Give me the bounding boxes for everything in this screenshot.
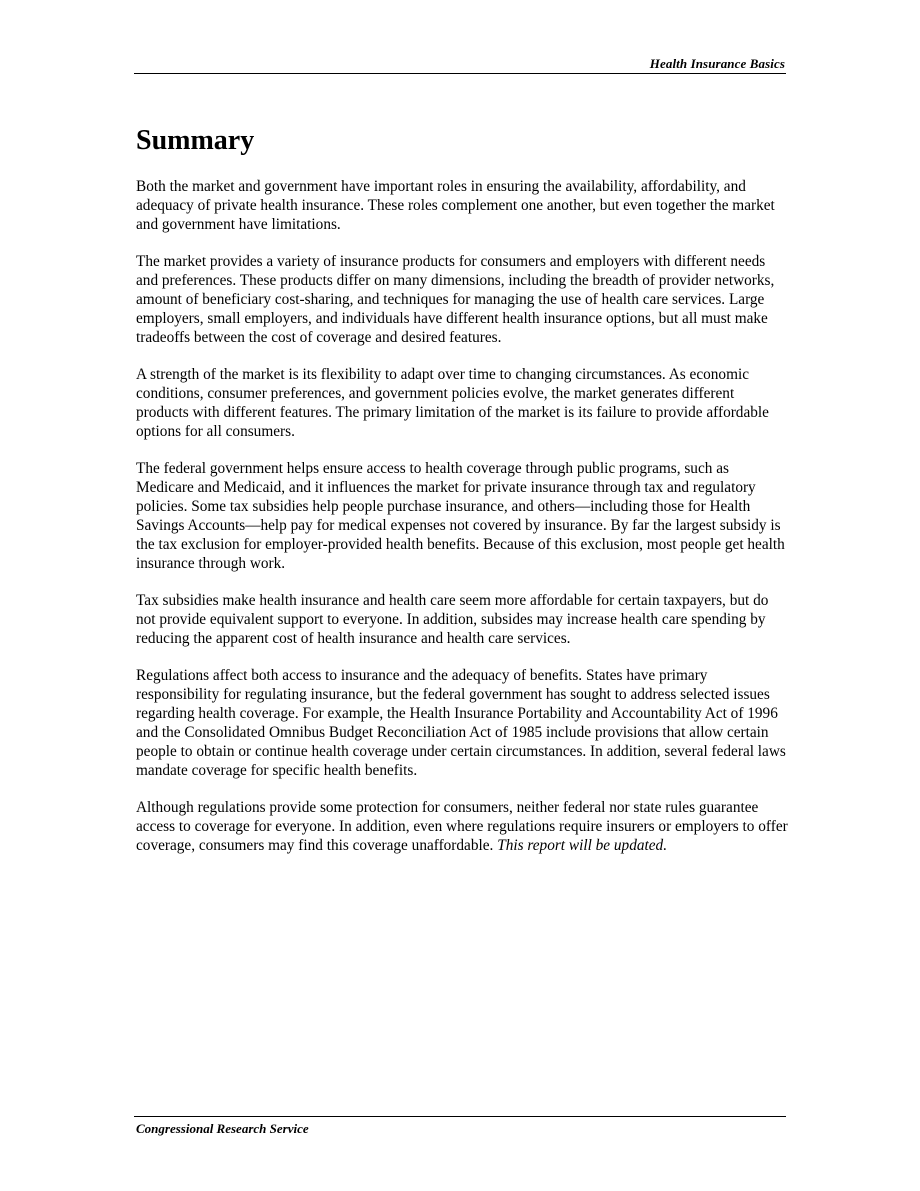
paragraph: The federal government helps ensure access to health coverage through public programs, such as Medicare and Medicaid, and it influences the market for private insurance through tax and regulatory policies. Some tax subsidies help people purchase insurance, and others—including those for Health Savings Accounts—help pay for medical expenses not covered by insurance. By far the largest subsidy is the tax exclusion for employer-provided health benefits. Because of this exclusion, most people get health insurance through work.: [136, 460, 785, 572]
page-title: Summary: [136, 125, 255, 156]
paragraph: Tax subsidies make health insurance and health care seem more affordable for certain taxpayers, but do not provide equivalent support to everyone. In addition, subsides may increase health care spending by reducing the apparent cost of health insurance and health care services.: [136, 592, 769, 647]
paragraph-last: [136, 798, 788, 855]
update-note: This report will be updated.: [497, 837, 668, 854]
paragraph: Regulations affect both access to insurance and the adequacy of benefits. States have primary responsibility for regulating insurance, but the federal government has sought to address selected issues regarding health coverage. For example, the Health Insurance Portability and Accountability Act of 1996 and the Consolidated Omnibus Budget Reconciliation Act of 1985 include provisions that allow certain people to obtain or continue health coverage under certain circumstances. In addition, several federal laws mandate coverage for specific health benefits.: [136, 667, 786, 779]
footer-publisher: Congressional Research Service: [136, 1121, 309, 1136]
running-footer: [134, 1116, 786, 1136]
running-header-title: Health Insurance Basics: [649, 56, 785, 71]
paragraph: Both the market and government have important roles in ensuring the availability, affordability, and adequacy of private health insurance. These roles complement one another, but even together the market and government have limitations.: [136, 178, 775, 233]
paragraph: The market provides a variety of insurance products for consumers and employers with different needs and preferences. These products differ on many dimensions, including the breadth of provider networks, amount of beneficiary cost-sharing, and techniques for managing the use of health care services. Large employers, small employers, and individuals have different health insurance options, but all must make tradeoffs between the cost of coverage and desired features.: [136, 253, 775, 346]
paragraph-last-text: Although regulations provide some protection for consumers, neither federal nor state rules guarantee access to coverage for everyone. In addition, even where regulations require insurers or employers to offer coverage, consumers may find this coverage unaffordable.: [136, 799, 788, 854]
running-header: [134, 55, 786, 74]
summary-body: [136, 177, 788, 873]
paragraph: A strength of the market is its flexibility to adapt over time to changing circumstances. As economic conditions, consumer preferences, and government policies evolve, the market generates different products with different features. The primary limitation of the market is its failure to provide affordable options for all consumers.: [136, 366, 769, 440]
